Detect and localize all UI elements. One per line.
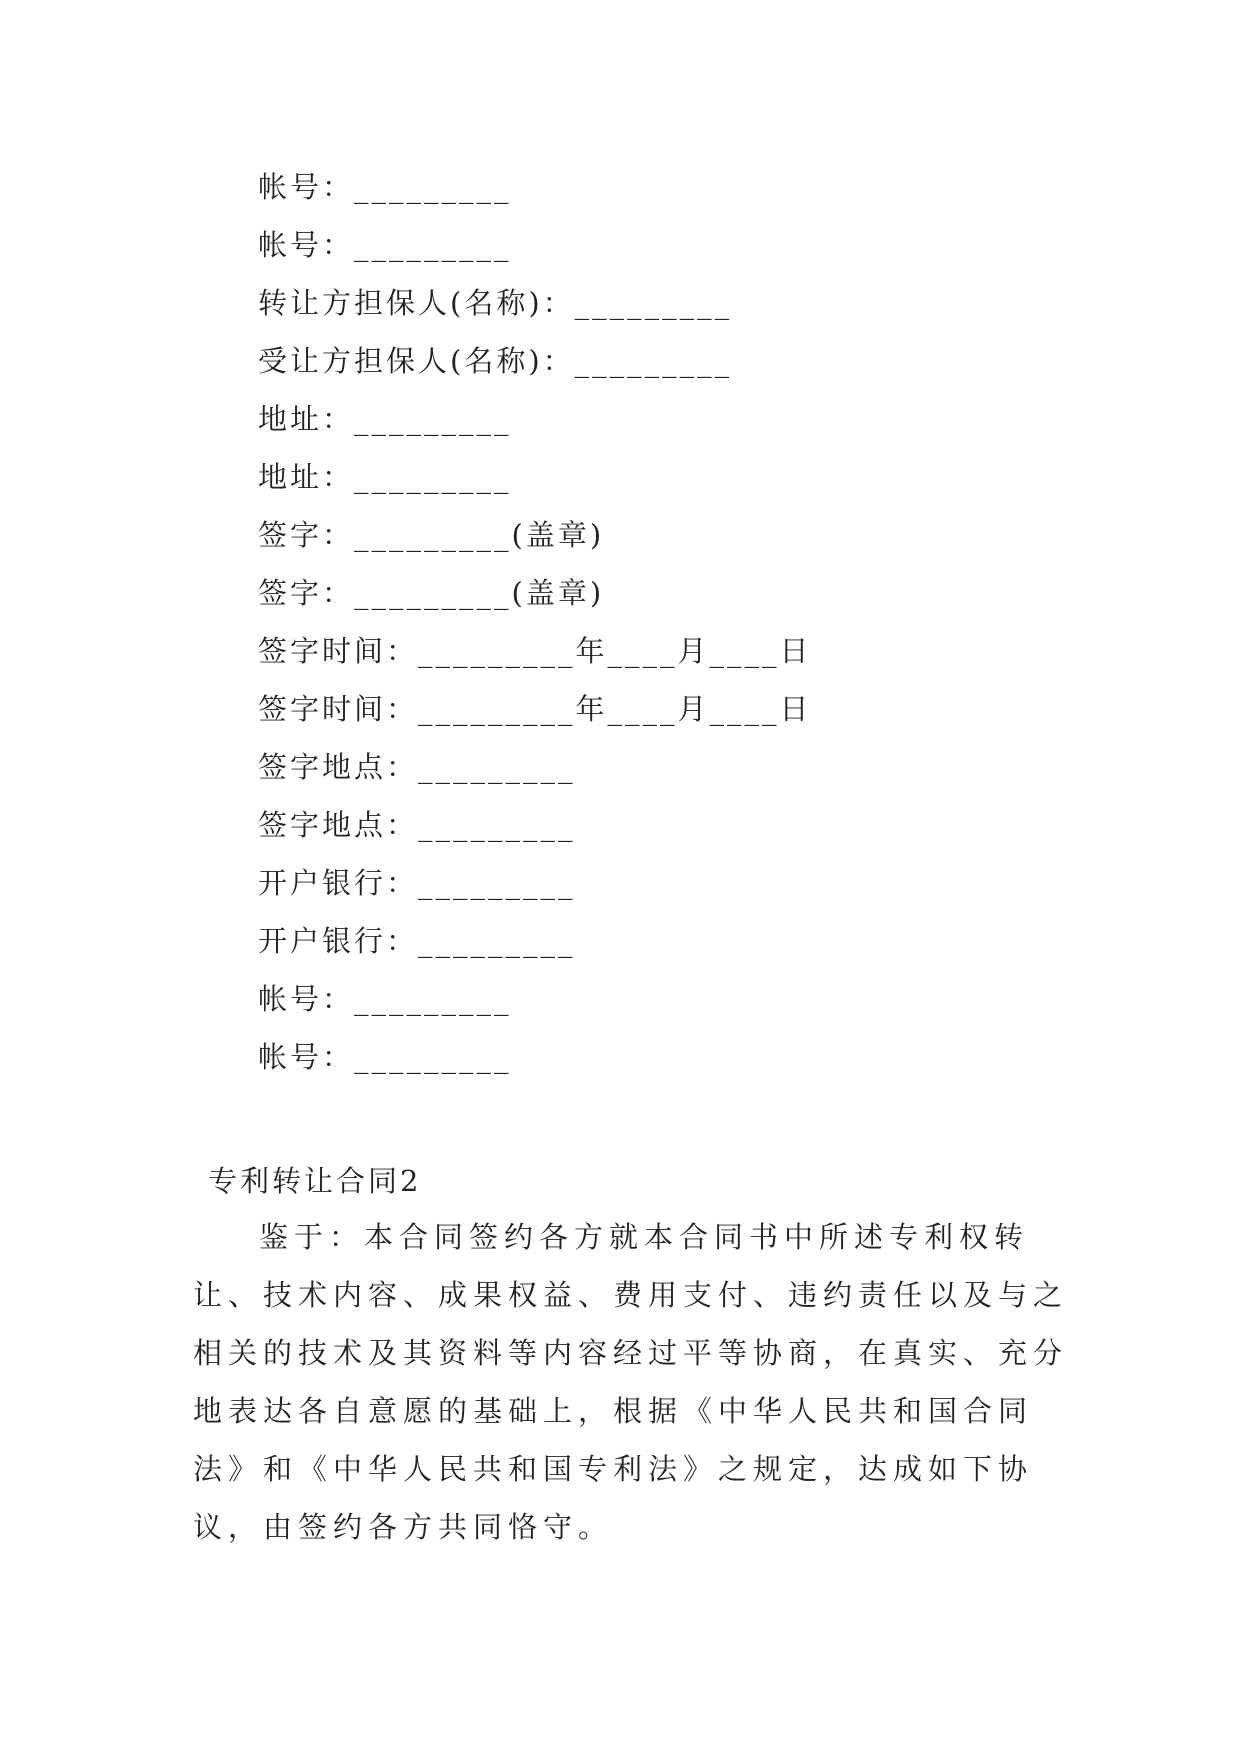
- field-transferor-guarantor: 转让方担保人(名称)：_________: [258, 286, 733, 320]
- field-account-2: 帐号：_________: [258, 228, 512, 262]
- field-signature-2: 签字：_________(盖章): [258, 576, 605, 610]
- field-transferee-guarantor: 受让方担保人(名称)：_________: [258, 344, 733, 378]
- field-bank-2: 开户银行：_________: [258, 924, 576, 958]
- field-sign-date-1: 签字时间：_________年____月____日: [258, 634, 812, 668]
- field-sign-date-2: 签字时间：_________年____月____日: [258, 692, 812, 726]
- preamble-paragraph: 鉴于：本合同签约各方就本合同书中所述专利权转让、技术内容、成果权益、费用支付、违约责任以及与之相关的技术及其资料等内容经过平等协商，在真实、充分地表达各自意愿的基础上，根据《中华人民共和国合同法》和《中华人民共和国专利法》之规定，达成如下协议，由签约各方共同恪守。: [193, 1220, 1069, 1544]
- field-account-1: 帐号：_________: [258, 170, 512, 204]
- field-address-2: 地址：_________: [258, 460, 512, 494]
- field-bank-1: 开户银行：_________: [258, 866, 576, 900]
- field-account-4: 帐号：_________: [258, 1040, 512, 1074]
- field-sign-place-2: 签字地点：_________: [258, 808, 576, 842]
- signature-fields: [258, 158, 1058, 1086]
- field-signature-1: 签字：_________(盖章): [258, 518, 605, 552]
- field-sign-place-1: 签字地点：_________: [258, 750, 576, 784]
- section-heading: 专利转让合同2: [208, 1164, 422, 1198]
- contract-preamble: [193, 1208, 1083, 1556]
- field-account-3: 帐号：_________: [258, 982, 512, 1016]
- field-address-1: 地址：_________: [258, 402, 512, 436]
